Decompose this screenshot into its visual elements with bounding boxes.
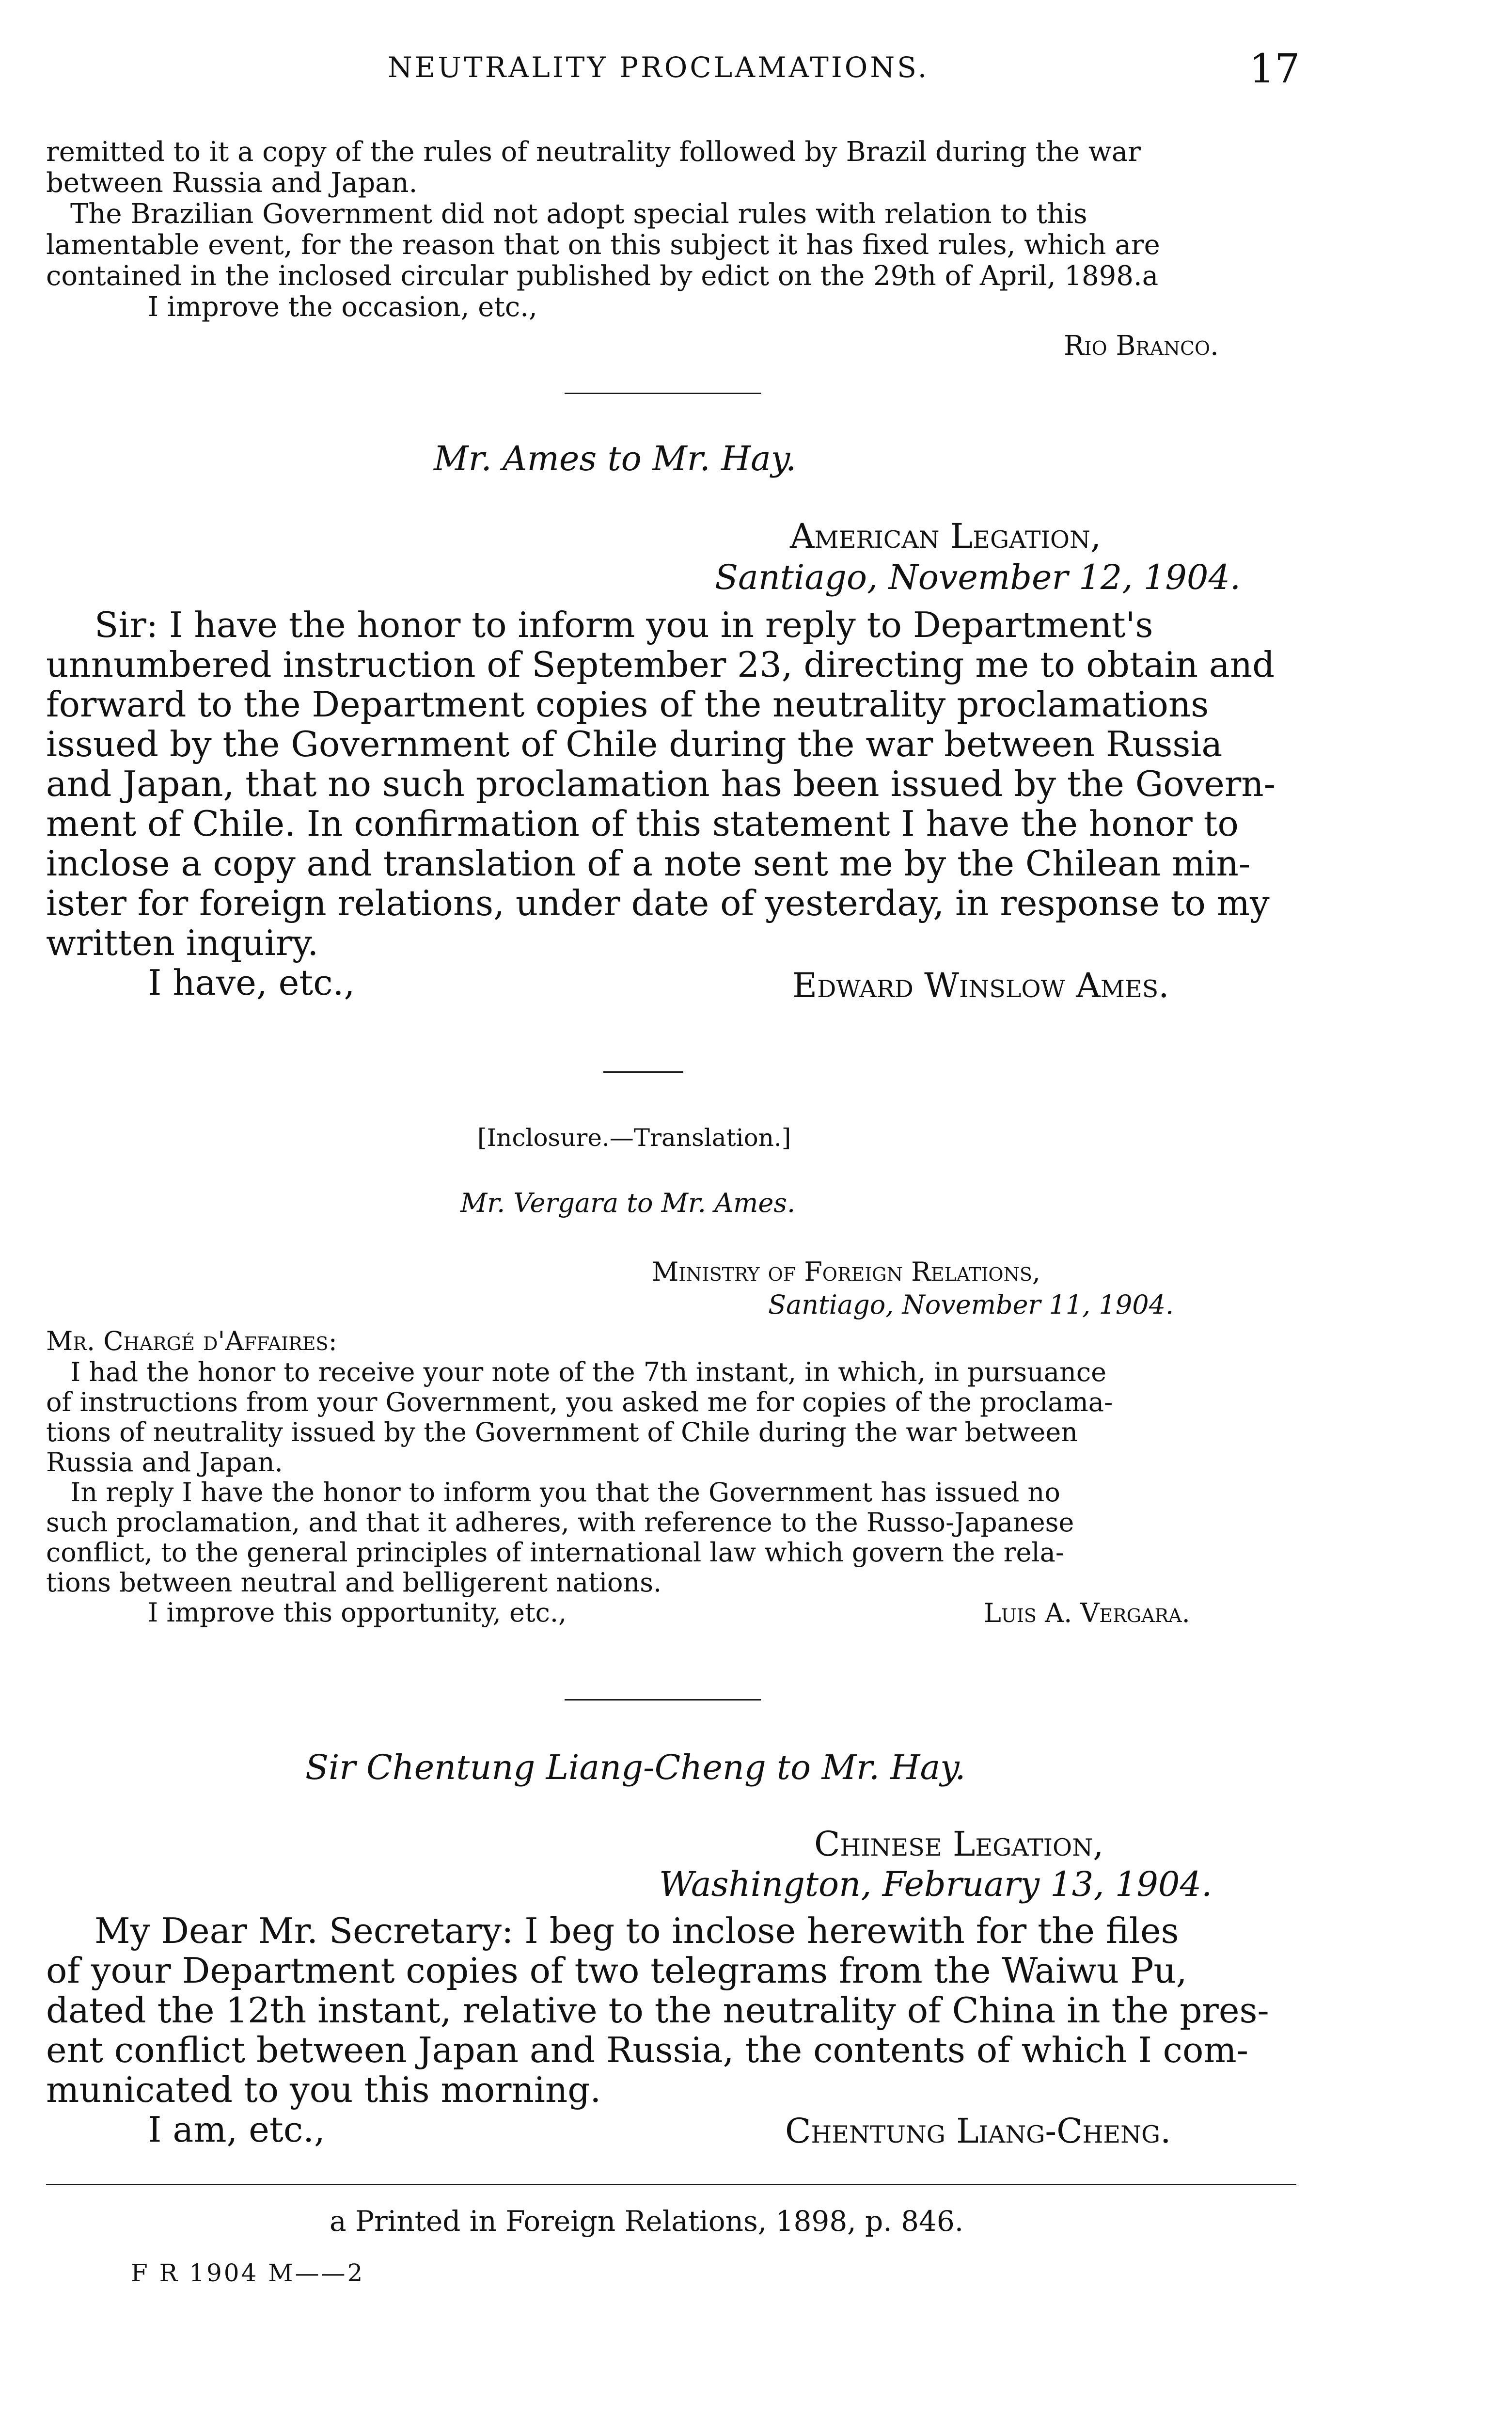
letter-date: Santiago, November 12, 1904. — [715, 557, 1241, 597]
signature-mark: F R 1904 M——2 — [131, 2259, 365, 2287]
text-line: of your Department copies of two telegrams from the Waiwu Pu, — [46, 1950, 1187, 1991]
text-line: and Japan, that no such proclamation has been issued by the Govern- — [46, 763, 1276, 804]
text-line: ister for foreign relations, under date of yesterday, in response to my — [46, 883, 1270, 923]
signature-rio-branco: Rio Branco. — [1064, 330, 1219, 362]
text-line: lamentable event, for the reason that on this subject it has fixed rules, which are — [46, 229, 1160, 261]
signature-vergara: Luis A. Vergara. — [984, 1598, 1190, 1628]
text-line: municated to you this morning. — [46, 2069, 601, 2110]
text-line: I had the honor to receive your note of the 7th instant, in which, in pursuance — [70, 1357, 1107, 1387]
text-line: contained in the inclosed circular published by edict on the 29th of April, 1898.a — [46, 260, 1159, 292]
text-line: between Russia and Japan. — [46, 167, 418, 199]
salutation: Mr. Chargé d'Affaires: — [46, 1326, 337, 1356]
text-line: In reply I have the honor to inform you that the Government has issued no — [70, 1477, 1060, 1508]
vergara-letter-body — [46, 1357, 1296, 1628]
brazil-letter-body — [46, 137, 1296, 323]
section-divider — [565, 393, 761, 394]
footnote-divider — [46, 2184, 1296, 2185]
text-line: dated the 12th instant, relative to the neutrality of China in the pres- — [46, 1990, 1269, 2031]
letter-place: American Legation, — [790, 516, 1102, 556]
text-line: unnumbered instruction of September 23, directing me to obtain and — [46, 644, 1275, 685]
letter-date: Santiago, November 11, 1904. — [768, 1289, 1174, 1320]
text-line: remitted to it a copy of the rules of neutrality followed by Brazil during the war — [46, 136, 1141, 168]
text-line: inclose a copy and translation of a note sent me by the Chilean min- — [46, 843, 1251, 884]
letter-place: Ministry of Foreign Relations, — [652, 1256, 1041, 1287]
text-line: The Brazilian Government did not adopt special rules with relation to this — [70, 198, 1087, 230]
text-line: forward to the Department copies of the neutrality proclamations — [46, 684, 1209, 725]
inclosure-label: [Inclosure.—Translation.] — [477, 1124, 791, 1152]
text-line: tions between neutral and belligerent nations. — [46, 1567, 662, 1598]
text-line: Sir: I have the honor to inform you in reply to Department's — [94, 604, 1153, 645]
closing-line: I am, etc., — [148, 2109, 325, 2150]
letter-heading-vergara: Mr. Vergara to Mr. Ames. — [460, 1188, 796, 1218]
letter-date: Washington, February 13, 1904. — [659, 1864, 1213, 1904]
running-header: NEUTRALITY PROCLAMATIONS. — [388, 51, 929, 84]
closing-line: I improve this opportunity, etc., — [148, 1597, 567, 1628]
text-line: conflict, to the general principles of international law which govern the rela- — [46, 1537, 1065, 1568]
text-line: of instructions from your Government, you asked me for copies of the proclama- — [46, 1387, 1113, 1417]
closing-line: I improve the occasion, etc., — [148, 291, 537, 323]
letter-heading-ames: Mr. Ames to Mr. Hay. — [434, 439, 797, 478]
section-divider — [603, 1071, 683, 1073]
text-line: written inquiry. — [46, 922, 319, 963]
letter-heading-chentung: Sir Chentung Liang-Cheng to Mr. Hay. — [305, 1748, 966, 1787]
text-line: tions of neutrality issued by the Government of Chile during the war between — [46, 1417, 1078, 1447]
text-line: issued by the Government of Chile during the war between Russia — [46, 724, 1223, 764]
ames-letter-body — [46, 605, 1296, 1002]
footnote: a Printed in Foreign Relations, 1898, p. 846. — [330, 2205, 964, 2238]
text-line: ment of Chile. In confirmation of this statement I have the honor to — [46, 803, 1239, 844]
letter-place: Chinese Legation, — [814, 1824, 1104, 1864]
text-line: ent conflict between Japan and Russia, the contents of which I com- — [46, 2030, 1248, 2070]
closing-line: I have, etc., — [148, 962, 355, 1003]
page-number: 17 — [1249, 46, 1300, 92]
signature-ames: Edward Winslow Ames. — [792, 966, 1169, 1005]
section-divider — [565, 1699, 761, 1701]
text-line: such proclamation, and that it adheres, with reference to the Russo-Japanese — [46, 1507, 1074, 1538]
text-line: Russia and Japan. — [46, 1447, 283, 1478]
signature-chentung: Chentung Liang-Cheng. — [785, 2111, 1171, 2151]
text-line: My Dear Mr. Secretary: I beg to inclose herewith for the files — [94, 1910, 1179, 1951]
